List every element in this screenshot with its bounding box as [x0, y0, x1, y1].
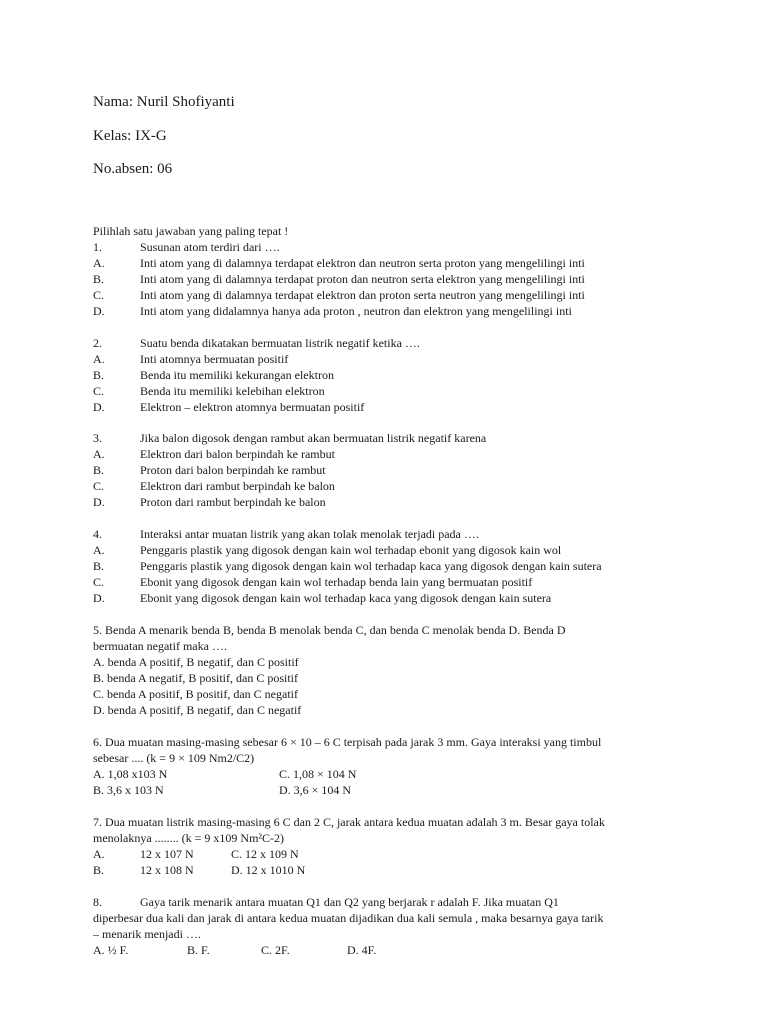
q1-option-b [93, 272, 693, 287]
option-label: D. [93, 495, 105, 509]
question-3 [93, 431, 693, 446]
question-text: Gaya tarik menarik antara muatan Q1 dan Q2 yang berjarak r adalah F. Jika muatan Q1 [140, 895, 559, 909]
q7-option-a: 12 x 107 N [140, 847, 194, 861]
q5-option-a: A. benda A positif, B negatif, dan C positif [93, 655, 299, 669]
q5-option-c: C. benda A positif, B positif, dan C negatif [93, 687, 298, 701]
option-label: D. [93, 400, 105, 414]
question-text: Suatu benda dikatakan bermuatan listrik negatif ketika …. [140, 336, 420, 350]
option-text: Inti atom yang di dalamnya terdapat proton dan neutron serta elektron yang mengelilingi inti [140, 272, 585, 286]
q7-option-a-label: A. [93, 847, 105, 861]
q6-option-c: C. 1,08 × 104 N [279, 767, 357, 781]
option-text: Benda itu memiliki kekurangan elektron [140, 368, 334, 382]
question-8-line-1 [93, 895, 693, 910]
question-2 [93, 336, 693, 351]
student-number: No.absen: 06 [93, 161, 173, 177]
q2-option-c [93, 384, 693, 399]
q7-option-b-label: B. [93, 863, 105, 877]
option-text: Proton dari balon berpindah ke rambut [140, 463, 326, 477]
option-label: A. [93, 447, 105, 461]
q6-option-d: D. 3,6 × 104 N [279, 783, 352, 797]
option-label: C. [93, 575, 105, 589]
q4-option-a [93, 543, 693, 558]
q8-option-a: A. ½ F. [93, 943, 129, 957]
q1-option-a [93, 256, 693, 271]
option-text: Elektron dari rambut berpindah ke balon [140, 479, 335, 493]
option-label: C. [93, 479, 105, 493]
q5-option-d: D. benda A positif, B negatif, dan C negatif [93, 703, 302, 717]
question-text: Jika balon digosok dengan rambut akan bermuatan listrik negatif karena [140, 431, 487, 445]
q4-option-c [93, 575, 693, 590]
option-text: Elektron – elektron atomnya bermuatan positif [140, 400, 365, 414]
question-number: 1. [93, 240, 102, 254]
option-text: Inti atom yang didalamnya hanya ada proton , neutron dan elektron yang mengelilingi inti [140, 304, 572, 318]
q7-option-b: 12 x 108 N [140, 863, 194, 877]
question-6-line-2: sebesar .... (k = 9 × 109 Nm2/C2) [93, 751, 255, 765]
q6-option-b: B. 3,6 x 103 N [93, 783, 164, 797]
option-label: A. [93, 352, 105, 366]
q2-option-b [93, 368, 693, 383]
q3-option-d [93, 495, 693, 510]
option-label: B. [93, 463, 105, 477]
option-label: A. [93, 256, 105, 270]
option-label: D. [93, 591, 105, 605]
option-text: Elektron dari balon berpindah ke rambut [140, 447, 335, 461]
q7-option-c: C. 12 x 109 N [231, 847, 299, 861]
q3-option-a [93, 447, 693, 462]
question-8-line-3: – menarik menjadi …. [93, 927, 201, 941]
option-label: B. [93, 272, 105, 286]
question-6-line-1: 6. Dua muatan masing-masing sebesar 6 × 10 – 6 C terpisah pada jarak 3 mm. Gaya interaksi yang timbul [93, 735, 602, 749]
q2-option-d [93, 400, 693, 415]
q2-option-a [93, 352, 693, 367]
q1-option-c [93, 288, 693, 303]
student-class: Kelas: IX-G [93, 128, 167, 144]
option-text: Penggaris plastik yang digosok dengan kain wol terhadap kaca yang digosok dengan kain sutera [140, 559, 602, 573]
instruction: Pilihlah satu jawaban yang paling tepat ! [93, 224, 289, 238]
option-label: A. [93, 543, 105, 557]
question-1 [93, 240, 693, 255]
option-label: B. [93, 559, 105, 573]
option-text: Penggaris plastik yang digosok dengan kain wol terhadap ebonit yang digosok kain wol [140, 543, 562, 557]
option-text: Ebonit yang digosok dengan kain wol terhadap kaca yang digosok dengan kain sutera [140, 591, 552, 605]
question-5-line-2: bermuatan negatif maka …. [93, 639, 227, 653]
option-label: C. [93, 384, 105, 398]
q4-option-b [93, 559, 693, 574]
q6-option-a: A. 1,08 x103 N [93, 767, 168, 781]
question-text: Susunan atom terdiri dari …. [140, 240, 280, 254]
question-4 [93, 527, 693, 542]
q4-option-d [93, 591, 693, 606]
option-text: Proton dari rambut berpindah ke balon [140, 495, 326, 509]
q8-option-c: C. 2F. [261, 943, 290, 957]
option-text: Inti atomnya bermuatan positif [140, 352, 289, 366]
q8-option-d: D. 4F. [347, 943, 377, 957]
option-text: Inti atom yang di dalamnya terdapat elektron dan neutron serta proton yang mengelilingi inti [140, 256, 585, 270]
question-number: 2. [93, 336, 102, 350]
question-7-line-1: 7. Dua muatan listrik masing-masing 6 C dan 2 C, jarak antara kedua muatan adalah 3 m. Besar gaya tolak [93, 815, 605, 829]
question-text: Interaksi antar muatan listrik yang akan tolak menolak terjadi pada …. [140, 527, 479, 541]
question-5-line-1: 5. Benda A menarik benda B, benda B menolak benda C, dan benda C menolak benda D. Benda D [93, 623, 566, 637]
question-8-line-2: diperbesar dua kali dan jarak di antara kedua muatan dijadikan dua kali semula , maka besarnya gaya tarik [93, 911, 604, 925]
question-number: 3. [93, 431, 102, 445]
q3-option-c [93, 479, 693, 494]
q7-option-d: D. 12 x 1010 N [231, 863, 306, 877]
option-text: Ebonit yang digosok dengan kain wol terhadap benda lain yang bermuatan positif [140, 575, 533, 589]
q3-option-b [93, 463, 693, 478]
question-number: 8. [93, 895, 102, 909]
option-text: Benda itu memiliki kelebihan elektron [140, 384, 325, 398]
question-number: 4. [93, 527, 102, 541]
student-name: Nama: Nuril Shofiyanti [93, 94, 235, 110]
option-label: D. [93, 304, 105, 318]
q5-option-b: B. benda A negatif, B positif, dan C positif [93, 671, 298, 685]
question-7-line-2: menolaknya ........ (k = 9 x109 Nm²C-2) [93, 831, 285, 845]
option-text: Inti atom yang di dalamnya terdapat elektron dan proton serta neutron yang mengelilingi inti [140, 288, 585, 302]
option-label: B. [93, 368, 105, 382]
option-label: C. [93, 288, 105, 302]
q1-option-d [93, 304, 693, 319]
q8-option-b: B. F. [187, 943, 210, 957]
